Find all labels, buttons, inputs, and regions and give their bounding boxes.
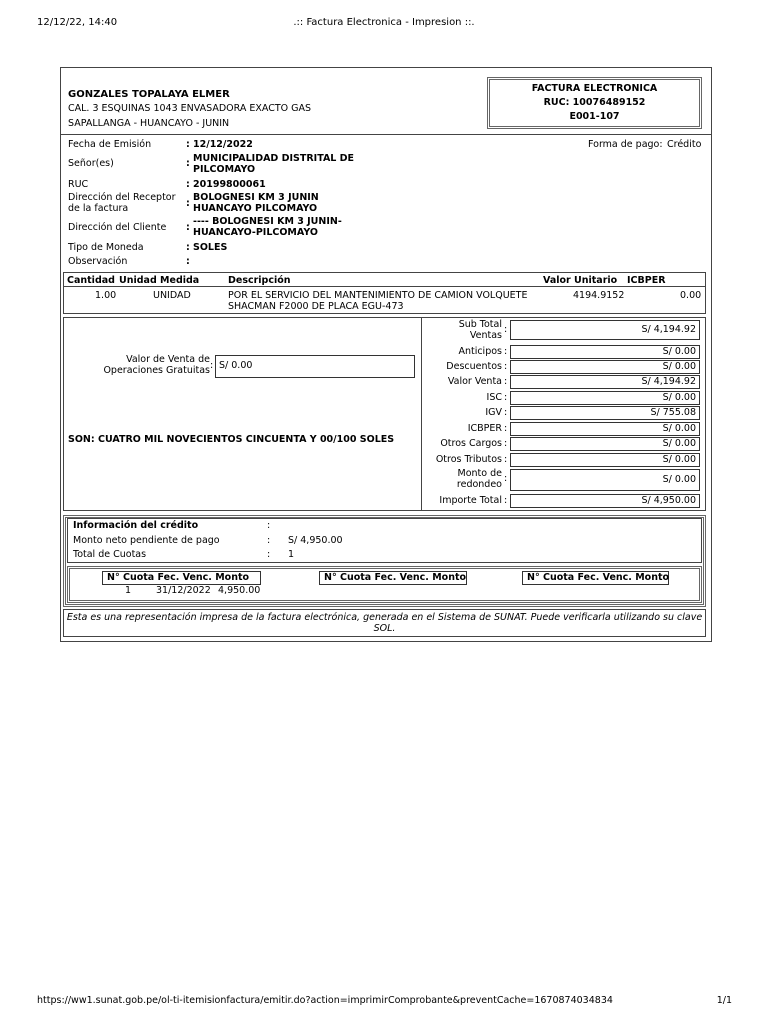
item-descripcion: POR EL SERVICIO DEL MANTENIMIENTO DE CAMION VOLQUETE SHACMAN F2000 DE PLACA EGU-473 — [228, 290, 528, 312]
total-value: S/ 4,950.00 — [510, 494, 700, 508]
total-colon: : — [504, 495, 508, 506]
item-unidad: UNIDAD — [153, 290, 191, 301]
forma-pago-value: Crédito — [667, 139, 702, 150]
total-value: S/ 755.08 — [510, 406, 700, 420]
senor-value: MUNICIPALIDAD DISTRITAL DE PILCOMAYO — [193, 153, 355, 175]
total-label: Anticipos — [458, 346, 502, 357]
invoice-id-box — [487, 77, 702, 129]
total-colon: : — [504, 392, 508, 403]
gratuitas-label: Valor de Venta de Operaciones Gratuitas — [103, 354, 210, 376]
dir-receptor-value: BOLOGNESI KM 3 JUNIN HUANCAYO PILCOMAYO — [193, 192, 319, 214]
total-label: Monto de redondeo — [456, 468, 502, 490]
total-colon: : — [504, 324, 508, 335]
items-header-divider — [63, 286, 706, 287]
total-colon: : — [504, 376, 508, 387]
items-header-descripcion: Descripción — [228, 275, 291, 286]
dir-cliente-value: ---- BOLOGNESI KM 3 JUNIN-HUANCAYO-PILCOMAYO — [193, 216, 342, 238]
total-value: S/ 0.00 — [510, 345, 700, 359]
forma-pago-label: Forma de pago: — [588, 139, 663, 150]
fecha-colon: : — [186, 139, 190, 150]
credit-monto-label: Monto neto pendiente de pago — [73, 535, 220, 546]
issuer-name: GONZALES TOPALAYA ELMER — [68, 89, 230, 100]
print-title: .:: Factura Electronica - Impresion ::. — [293, 17, 475, 28]
senor-colon: : — [186, 158, 190, 169]
items-header-unidad: Unidad Medida — [119, 275, 200, 286]
total-colon: : — [504, 438, 508, 449]
credit-cuotas-label: Total de Cuotas — [73, 549, 147, 560]
items-header-icbper: ICBPER — [627, 275, 666, 286]
total-value: S/ 0.00 — [510, 437, 700, 451]
total-label: Descuentos — [446, 361, 502, 372]
total-label: Otros Cargos — [440, 438, 502, 449]
observacion-colon: : — [186, 256, 190, 267]
dir-receptor-label: Dirección del Receptor de la factura — [68, 192, 176, 214]
credit-title: Información del crédito — [73, 520, 199, 531]
cuota-header-1: N° Cuota Fec. Venc. Monto — [102, 571, 261, 585]
total-colon: : — [504, 423, 508, 434]
dir-receptor-colon: : — [186, 198, 190, 209]
amount-in-words: SON: CUATRO MIL NOVECIENTOS CINCUENTA Y 00/100 SOLES — [68, 434, 395, 445]
cuota-header-2: N° Cuota Fec. Venc. Monto — [319, 571, 467, 585]
cuota-monto: 4,950.00 — [218, 585, 261, 596]
ruc-label: RUC — [68, 179, 89, 190]
issuer-address-2: SAPALLANGA - HUANCAYO - JUNIN — [68, 118, 230, 129]
total-value: S/ 4,194.92 — [510, 375, 700, 389]
item-icbper: 0.00 — [680, 290, 702, 301]
total-value: S/ 0.00 — [510, 360, 700, 374]
total-colon: : — [504, 361, 508, 372]
credit-title-colon: : — [267, 520, 271, 531]
footer-note: Esta es una representación impresa de la factura electrónica, generada en el Sistema de SUNAT. Puede verificarla utilizando su clave SOL. — [66, 612, 703, 634]
credit-monto-colon: : — [267, 535, 271, 546]
total-label: ICBPER — [467, 423, 502, 434]
total-label: Importe Total — [439, 495, 502, 506]
invoice-type: FACTURA ELECTRONICA — [531, 83, 658, 94]
fecha-value: 12/12/2022 — [193, 139, 253, 150]
total-colon: : — [504, 454, 508, 465]
invoice-ruc: RUC: 10076489152 — [543, 97, 646, 108]
gratuitas-colon: : — [210, 360, 214, 371]
cuota-fecha: 31/12/2022 — [156, 585, 211, 596]
moneda-value: SOLES — [193, 242, 228, 253]
invoice-number: E001-107 — [569, 111, 620, 122]
moneda-label: Tipo de Moneda — [68, 242, 144, 253]
total-label: ISC — [486, 392, 502, 403]
item-cantidad: 1.00 — [95, 290, 117, 301]
ruc-colon: : — [186, 179, 190, 190]
ruc-value: 20199800061 — [193, 179, 266, 190]
credit-cuotas-colon: : — [267, 549, 271, 560]
print-datetime: 12/12/22, 14:40 — [37, 17, 118, 28]
total-value: S/ 0.00 — [510, 469, 700, 491]
total-colon: : — [504, 473, 508, 484]
dir-cliente-label: Dirección del Cliente — [68, 222, 167, 233]
total-label: Sub Total Ventas — [458, 319, 502, 341]
total-label: Otros Tributos — [435, 454, 502, 465]
total-colon: : — [504, 346, 508, 357]
gratuitas-value: S/ 0.00 — [215, 355, 415, 378]
total-colon: : — [504, 407, 508, 418]
total-value: S/ 0.00 — [510, 391, 700, 405]
total-value: S/ 0.00 — [510, 453, 700, 467]
observacion-label: Observación — [68, 256, 128, 267]
items-header-valor-unitario: Valor Unitario — [543, 275, 618, 286]
moneda-colon: : — [186, 242, 190, 253]
issuer-address-1: CAL. 3 ESQUINAS 1043 ENVASADORA EXACTO GAS — [68, 103, 312, 114]
credit-cuotas-value: 1 — [288, 549, 295, 560]
total-value: S/ 4,194.92 — [510, 320, 700, 340]
total-label: Valor Venta — [447, 376, 502, 387]
divider — [60, 134, 712, 135]
total-value: S/ 0.00 — [510, 422, 700, 436]
fecha-label: Fecha de Emisión — [68, 139, 152, 150]
print-page-number: 1/1 — [716, 995, 732, 1006]
senor-label: Señor(es) — [68, 158, 114, 169]
credit-monto-value: S/ 4,950.00 — [288, 535, 343, 546]
items-header-cantidad: Cantidad — [67, 275, 115, 286]
print-url: https://ww1.sunat.gob.pe/ol-ti-itemisionfactura/emitir.do?action=imprimirComprobante&preventCache=1670874034834 — [37, 995, 613, 1006]
dir-cliente-colon: : — [186, 222, 190, 233]
cuota-n: 1 — [125, 585, 132, 596]
cuota-header-3: N° Cuota Fec. Venc. Monto — [522, 571, 669, 585]
item-valor-unitario: 4194.9152 — [573, 290, 625, 301]
total-label: IGV — [485, 407, 502, 418]
